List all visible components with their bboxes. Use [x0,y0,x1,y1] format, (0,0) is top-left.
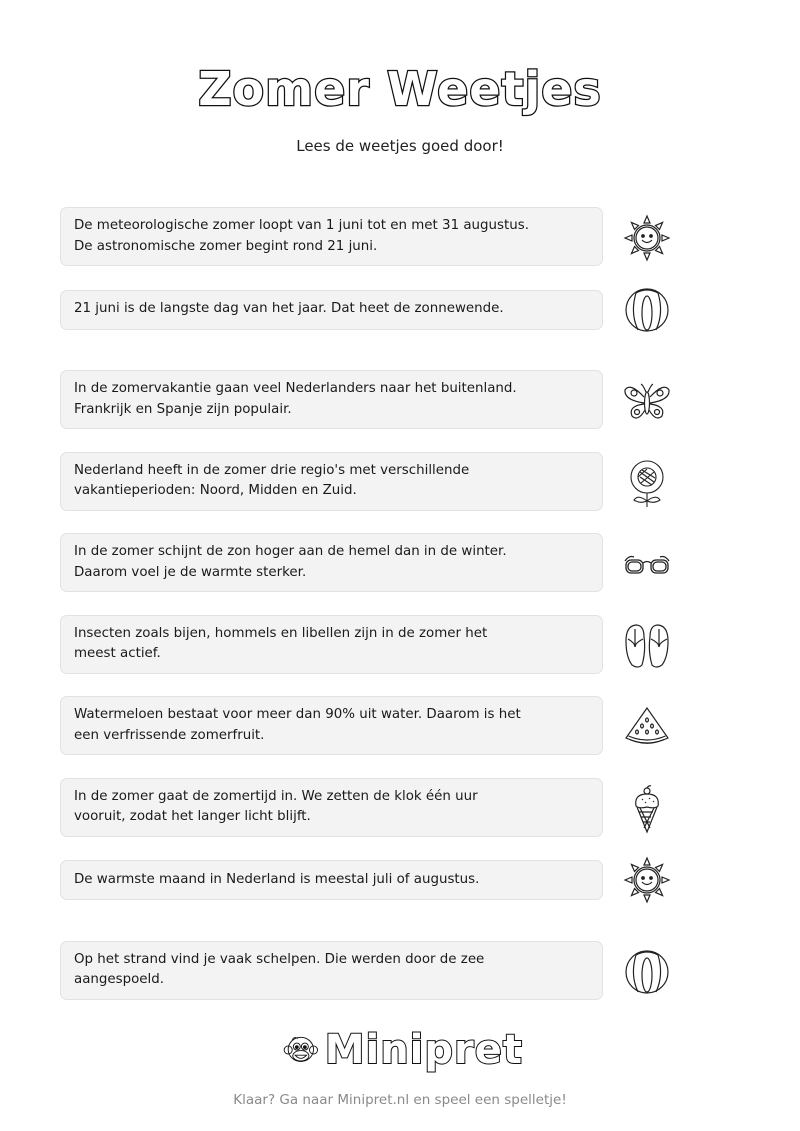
monkey-mascot-icon [283,1024,319,1076]
fact-row [60,452,690,513]
fact-text: De meteorologische zomer loopt van 1 juni tot en met 31 augustus. De astronomische zomer begint rond 21 juni. [74,218,529,254]
sunflower-icon [622,458,672,508]
fact-card [60,452,603,511]
fact-row [60,289,690,350]
fact-text: Insecten zoals bijen, hommels en libellen zijn in de zomer het meest actief. [74,625,488,661]
fact-card [60,860,603,900]
butterfly-icon [622,376,672,426]
page-subtitle: Lees de weetjes goed door! [296,137,504,155]
footer-cta: Klaar? Ga naar Minipret.nl en speel een spelletje! [233,1092,567,1108]
watermelon-icon [622,702,672,752]
fact-card [60,290,603,330]
page-title: Zomer Weetjes [198,62,602,116]
fact-text: In de zomer gaat de zomertijd in. We zetten de klok één uur vooruit, zodat het langer licht blijft. [74,788,478,824]
fact-row [60,696,690,757]
sun-icon [622,855,672,905]
fact-row [60,859,690,920]
sun-icon [622,213,672,263]
fact-row [60,941,690,1002]
fact-card [60,696,603,755]
flip-flops-icon [622,621,672,671]
fact-text: Nederland heeft in de zomer drie regio's met verschillende vakantieperioden: Noord, Midden en Zuid. [74,462,470,498]
fact-row [60,778,690,839]
fact-card [60,533,603,592]
sunglasses-icon [622,539,672,589]
fact-row [60,370,690,431]
fact-row [60,207,690,268]
beach-ball-icon [622,285,672,335]
fact-row [60,615,690,676]
fact-text: In de zomervakantie gaan veel Nederlanders naar het buitenland. Frankrijk en Spanje zijn populair. [74,381,517,417]
fact-text: De warmste maand in Nederland is meestal juli of augustus. [74,871,480,887]
fact-row [60,533,690,594]
fact-card [60,941,603,1000]
minipret-logo [283,1022,523,1078]
fact-card [60,370,603,429]
fact-text: Op het strand vind je vaak schelpen. Die werden door de zee aangespoeld. [74,951,485,987]
logo-text: Minipret [324,1027,523,1073]
fact-text: 21 juni is de langste dag van het jaar. Dat heet de zonnewende. [74,301,504,317]
ice-cream-icon [622,784,672,834]
fact-card [60,778,603,837]
fact-card [60,207,603,266]
facts-list [60,207,690,1022]
beach-ball-icon [622,947,672,997]
fact-text: Watermeloen bestaat voor meer dan 90% uit water. Daarom is het een verfrissende zomerfruit. [74,707,521,743]
fact-text: In de zomer schijnt de zon hoger aan de hemel dan in de winter. Daarom voel je de warmte sterker. [74,544,507,580]
fact-card [60,615,603,674]
